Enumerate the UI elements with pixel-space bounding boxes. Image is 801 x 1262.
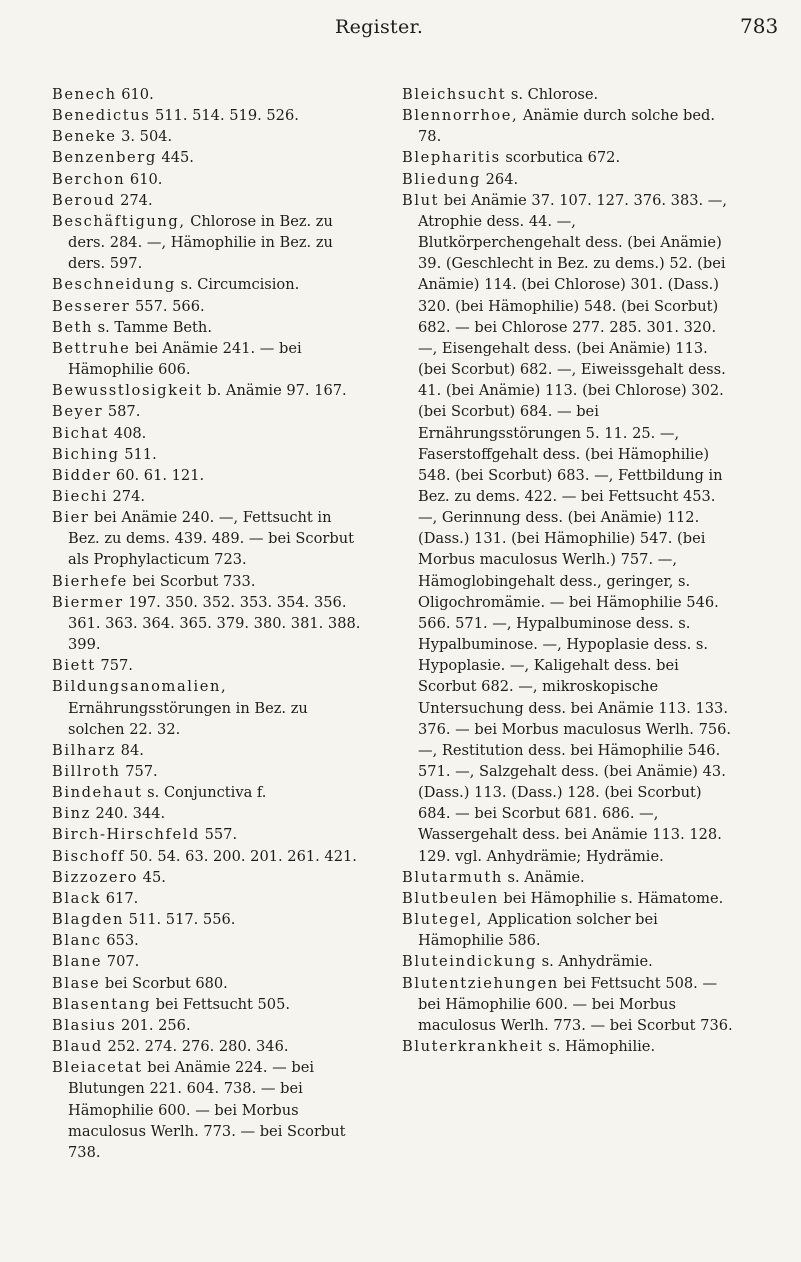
index-keyword: Bindehaut: [52, 784, 143, 802]
index-entry: [52, 973, 367, 994]
index-references: s. Conjunctiva f.: [142, 784, 267, 802]
index-keyword: Benech: [52, 86, 117, 103]
page-number: 783: [740, 14, 779, 38]
index-references: 201. 256.: [116, 1016, 191, 1034]
index-entry: [402, 190, 734, 867]
index-references: bei Anämie 37. 107. 127. 376. 383. —, Atrophie dess. 44. —, Blutkörperchengehalt dess. (bei Anämie) 39. (Geschlecht in Bez. zu dems.) 52. (bei Anämie) 114. (bei Chlorose) 301. (Dass.) 320. (bei Hämophilie) 548. (bei Scorbut) 682. — bei Chlorose 277. 285. 301. 320. —, Eisengehalt dess. (bei Anämie) 113. (bei Scorbut) 682. —, Eiweissgehalt dess. 41. (bei Anämie) 113. (bei Chlorose) 302. (bei Scorbut) 684. — bei Ernährungsstörungen 5. 11. 25. —, Faserstoffgehalt dess. (bei Hämophilie) 548. (bei Scorbut) 683. —, Fettbildung in Bez. zu dems. 422. — bei Fettsucht 453. —, Gerinnung dess. (bei Anämie) 112. (Dass.) 131. (bei Hämophilie) 547. (bei Morbus maculosus Werlh.) 757. —, Hämoglobingehalt dess., geringer, s. Oligochromämie. — bei Hämophilie 546. 566. 571. —, Hypalbuminose dess. s. Hypalbuminose. —, Hypoplasie dess. s. Hypoplasie. —, Kaligehalt dess. bei Scorbut 682. —, mikroskopische Untersuchung dess. bei Anämie 113. 133. 376. — bei Morbus maculosus Werlh. 756. —, Restitution dess. bei Hämophilie 546. 571. —, Salzgehalt dess. (bei Anämie) 43. (Dass.) 113. (Dass.) 128. (bei Scorbut) 684. — bei Scorbut 681. 686. —, Wassergehalt dess. bei Anämie 113. 128. 129. vgl. Anhydrämie; Hydrämie.: [418, 191, 732, 865]
index-references: 274.: [115, 191, 153, 209]
index-keyword: Bier: [52, 509, 90, 527]
index-references: Ernährungsstörungen in Bez. zu solchen 22. 32.: [68, 699, 308, 738]
index-entry: [52, 423, 367, 444]
index-entry: [52, 824, 367, 845]
index-entry: [402, 105, 734, 147]
index-references: 511. 517. 556.: [124, 911, 236, 929]
index-keyword: Bidder: [52, 466, 112, 484]
index-keyword: Blagden: [52, 911, 125, 929]
index-references: 45.: [138, 868, 166, 886]
running-title: Register.: [335, 16, 424, 38]
index-references: 610.: [125, 170, 163, 188]
index-keyword: Bleichsucht: [402, 86, 507, 103]
index-keyword: Blennorrhoe,: [402, 107, 519, 125]
index-references: 50. 54. 63. 200. 201. 261. 421.: [124, 847, 357, 865]
index-entry: [402, 951, 734, 972]
index-references: 264.: [480, 170, 519, 188]
index-keyword: Blepharitis: [402, 149, 501, 167]
index-references: 274.: [107, 487, 146, 505]
index-references: bei Anämie 241. — bei Hämophilie 606.: [68, 339, 302, 379]
index-references: bei Scorbut 733.: [127, 572, 256, 590]
index-references: 3. 504.: [116, 128, 173, 146]
index-entry: [52, 211, 367, 274]
index-entry: [52, 465, 367, 486]
index-keyword: Blutentziehungen: [402, 974, 559, 992]
index-keyword: Billroth: [52, 763, 121, 780]
index-entry: [402, 169, 734, 190]
index-entry: [52, 507, 367, 570]
index-references: 757.: [95, 657, 133, 675]
index-references: 60. 61. 121.: [111, 466, 205, 484]
index-keyword: Biett: [52, 657, 96, 675]
index-references: 408.: [109, 424, 147, 442]
index-keyword: Beneke: [52, 128, 117, 146]
index-keyword: Bleiacetat: [52, 1059, 143, 1077]
index-entry: [52, 909, 367, 930]
index-entry: [52, 274, 367, 295]
index-keyword: Beth: [52, 318, 94, 336]
index-references: 511.: [119, 445, 157, 463]
index-column-right: [402, 84, 734, 1057]
index-references: b. Anämie 97. 167.: [202, 382, 347, 400]
index-entry: [52, 317, 367, 338]
index-references: s. Chlorose.: [506, 86, 599, 103]
index-keyword: Bischoff: [52, 847, 125, 865]
index-entry: [52, 994, 367, 1015]
index-references: 610.: [116, 86, 154, 103]
index-keyword: Besserer: [52, 297, 131, 315]
index-references: 240. 344.: [90, 805, 166, 823]
index-references: s. Anhydrämie.: [536, 953, 653, 971]
index-entry: [52, 761, 367, 782]
index-entry: [52, 401, 367, 422]
index-entry: [402, 1036, 734, 1057]
index-entry: [52, 486, 367, 507]
index-keyword: Beyer: [52, 403, 104, 421]
index-references: 252. 274. 276. 280. 346.: [102, 1038, 289, 1056]
index-keyword: Bliedung: [402, 170, 481, 188]
index-keyword: Biechi: [52, 487, 108, 505]
index-keyword: Blanc: [52, 932, 102, 950]
index-entry: [52, 592, 367, 655]
index-references: bei Hämophilie s. Hämatome.: [498, 889, 724, 907]
index-keyword: Blase: [52, 974, 101, 992]
index-keyword: Blaud: [52, 1038, 103, 1056]
index-entry: [52, 951, 367, 972]
index-entry: [52, 676, 367, 739]
index-references: scorbutica 672.: [500, 149, 621, 167]
index-references: s. Circumcision.: [175, 276, 300, 294]
index-references: bei Scorbut 680.: [100, 974, 228, 992]
index-keyword: Blasius: [52, 1016, 117, 1034]
index-keyword: Bichat: [52, 424, 110, 442]
index-entry: [52, 1015, 367, 1036]
index-keyword: Beroud: [52, 191, 116, 209]
index-keyword: Birch-Hirschfeld: [52, 826, 200, 844]
index-entry: [52, 782, 367, 803]
index-entry: [52, 846, 367, 867]
index-entry: [52, 571, 367, 592]
index-entry: [52, 740, 367, 761]
index-keyword: Black: [52, 889, 102, 907]
index-references: Chlorose in Bez. zu ders. 284. —, Hämophilie in Bez. zu ders. 597.: [68, 212, 333, 273]
index-keyword: Beschäftigung,: [52, 212, 186, 230]
index-keyword: Bierhefe: [52, 572, 128, 590]
index-references: 757.: [120, 763, 158, 780]
index-entry: [52, 888, 367, 909]
index-references: 197. 350. 352. 353. 354. 356. 361. 363. 364. 365. 379. 380. 381. 388. 399.: [68, 593, 361, 654]
index-references: s. Anämie.: [502, 868, 585, 886]
index-references: bei Anämie 240. —, Fettsucht in Bez. zu dems. 439. 489. — bei Scorbut als Prophylacticum 723.: [68, 509, 354, 569]
index-references: s. Hämophilie.: [543, 1038, 656, 1056]
index-keyword: Blutegel,: [402, 911, 483, 929]
index-references: 707.: [102, 953, 140, 971]
index-entry: [52, 296, 367, 317]
page-header: [0, 10, 801, 40]
index-entry: [52, 190, 367, 211]
index-references: 557.: [199, 826, 238, 844]
index-entry: [402, 867, 734, 888]
index-keyword: Berchon: [52, 170, 126, 188]
index-keyword: Blane: [52, 953, 103, 971]
index-references: s. Tamme Beth.: [93, 318, 212, 336]
index-entry: [402, 147, 734, 168]
index-keyword: Beschneidung: [52, 276, 176, 294]
index-references: bei Fettsucht 505.: [150, 995, 291, 1013]
index-entry: [52, 1036, 367, 1057]
index-keyword: Bluteindickung: [402, 953, 537, 971]
index-entry: [52, 930, 367, 951]
index-keyword: Blutarmuth: [402, 868, 503, 886]
index-entry: [52, 655, 367, 676]
index-keyword: Blutbeulen: [402, 889, 499, 907]
index-entry: [52, 444, 367, 465]
index-references: 445.: [156, 149, 194, 167]
index-entry: [52, 105, 367, 126]
index-references: 557. 566.: [130, 297, 205, 315]
index-references: bei Anämie 224. — bei Blutungen 221. 604. 738. — bei Hämophilie 600. — bei Morbus maculosus Werlh. 773. — bei Scorbut 738.: [68, 1059, 346, 1161]
index-references: 617.: [101, 889, 139, 907]
index-keyword: Blut: [402, 191, 440, 209]
index-entry: [52, 126, 367, 147]
index-references: 653.: [101, 932, 139, 950]
index-keyword: Bewusstlosigkeit: [52, 382, 203, 400]
index-entry: [52, 147, 367, 168]
index-entry: [52, 803, 367, 824]
index-keyword: Bilharz: [52, 741, 117, 759]
index-keyword: Bizzozero: [52, 868, 139, 886]
index-references: Anämie durch solche bed. 78.: [418, 107, 715, 146]
index-entry: [52, 867, 367, 888]
index-entry: [52, 84, 367, 105]
index-entry: [52, 169, 367, 190]
index-entry: [52, 380, 367, 401]
index-entry: [52, 1057, 367, 1163]
index-references: 511. 514. 519. 526.: [150, 107, 299, 125]
index-keyword: Blasentang: [52, 995, 151, 1013]
index-keyword: Biching: [52, 445, 120, 463]
index-entry: [402, 909, 734, 951]
index-keyword: Benzenberg: [52, 149, 157, 167]
index-keyword: Benedictus: [52, 107, 151, 125]
index-column-left: [52, 84, 367, 1163]
index-references: bei Fettsucht 508. — bei Hämophilie 600. — bei Morbus maculosus Werlh. 773. — bei Scorbut 736.: [418, 974, 733, 1034]
index-keyword: Biermer: [52, 593, 124, 611]
index-keyword: Bettruhe: [52, 339, 131, 357]
index-references: Application solcher bei Hämophilie 586.: [418, 911, 658, 950]
index-keyword: Bluterkrankheit: [402, 1038, 544, 1056]
index-entry: [402, 888, 734, 909]
index-references: 84.: [116, 741, 144, 759]
index-entry: [52, 338, 367, 380]
index-entry: [402, 84, 734, 105]
index-keyword: Bildungsanomalien,: [52, 678, 228, 696]
index-entry: [402, 973, 734, 1036]
index-references: 587.: [103, 403, 141, 421]
index-keyword: Binz: [52, 805, 91, 823]
